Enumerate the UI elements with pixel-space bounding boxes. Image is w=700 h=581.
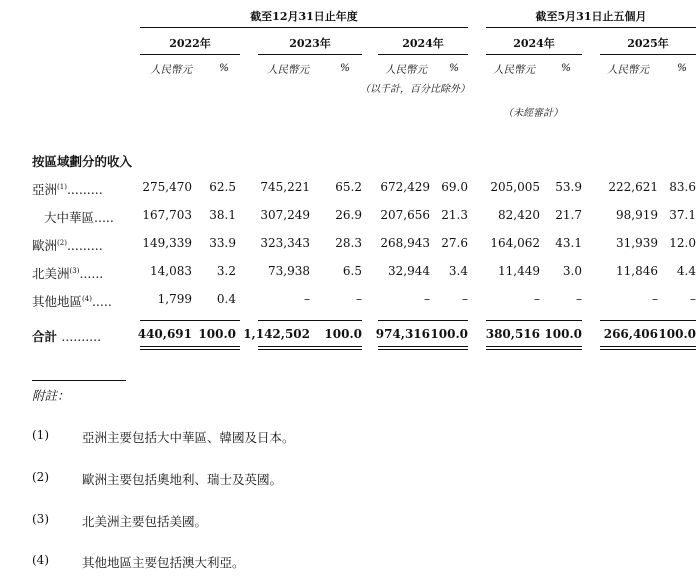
note-text: 亞洲主要包括大中華區、韓國及日本。 (82, 430, 295, 445)
total-double-rule (378, 346, 468, 350)
table-cell: 3.2 (216, 264, 236, 278)
table-cell: – (534, 292, 540, 306)
row-label-text: 北美洲 (32, 266, 70, 281)
unit-pct: % (449, 62, 459, 74)
unit-rmb: 人民幣元 (385, 64, 427, 76)
table-cell: 323,343 (260, 236, 310, 250)
footnote-ref: (3) (69, 266, 80, 275)
group-header-fiscal-year: 截至12月31日止年度 (250, 10, 358, 23)
footnote-ref: (2) (57, 238, 67, 247)
thousands-note: （以千計，百分比除外） (360, 84, 470, 95)
total-double-rule (258, 346, 362, 350)
total-cell: 100.0 (198, 327, 236, 341)
year-underline-2023 (258, 54, 362, 55)
table-cell: 164,062 (490, 236, 540, 250)
table-cell: – (424, 292, 430, 306)
table-cell: 28.3 (335, 236, 362, 250)
table-cell: – (576, 292, 582, 306)
table-cell: 307,249 (260, 208, 310, 222)
group-underline-fy (140, 27, 468, 28)
table-cell: 38.1 (209, 208, 236, 222)
leader-dots: ..... (91, 294, 112, 309)
group-header-five-months: 截至5月31日止五個月 (535, 10, 647, 23)
table-cell: 43.1 (555, 236, 582, 250)
row-label (32, 264, 103, 282)
table-cell: 65.2 (335, 180, 362, 194)
table-cell: 33.9 (209, 236, 236, 250)
footnote-ref: (4) (82, 294, 92, 303)
table-cell: 672,429 (380, 180, 430, 194)
table-cell: 27.6 (441, 236, 468, 250)
table-cell: 268,943 (380, 236, 430, 250)
year-header-2024: 2024年 (402, 37, 444, 50)
total-top-rule (600, 320, 696, 321)
row-label (32, 180, 103, 198)
table-cell: 12.0 (669, 236, 696, 250)
table-cell: 11,846 (616, 264, 658, 278)
table-cell: 11,449 (498, 264, 540, 278)
table-cell: 98,919 (616, 208, 658, 222)
table-cell: 31,939 (616, 236, 658, 250)
table-cell: 73,938 (268, 264, 310, 278)
group-underline-5m (486, 27, 696, 28)
leader-dots: ...... (79, 266, 104, 281)
total-cell: 100.0 (544, 327, 582, 341)
total-cell: 974,316 (375, 327, 430, 341)
note-number: (3) (32, 512, 49, 526)
leader-dots: ......... (66, 238, 103, 253)
row-label-text: 亞洲 (32, 182, 58, 197)
total-label (32, 327, 101, 345)
table-cell: 69.0 (441, 180, 468, 194)
year-underline-2022 (140, 54, 240, 55)
total-cell: 440,691 (137, 327, 192, 341)
footnote-ref: (1) (57, 182, 67, 191)
year-underline-2024-5m (486, 54, 582, 55)
table-cell: 53.9 (555, 180, 582, 194)
row-label-text: 大中華區 (44, 210, 95, 225)
total-label-text: 合計 (32, 329, 62, 344)
total-double-rule (600, 346, 696, 350)
total-cell: 100.0 (430, 327, 468, 341)
table-cell: 3.4 (448, 264, 468, 278)
section-title: 按區域劃分的收入 (32, 154, 133, 169)
table-cell: 149,339 (142, 236, 192, 250)
table-cell: 21.7 (555, 208, 582, 222)
note-text: 其他地區主要包括澳大利亞。 (82, 555, 245, 570)
total-top-rule (378, 320, 468, 321)
year-header-2025-5m: 2025年 (627, 37, 669, 50)
notes-title: 附註： (32, 388, 70, 403)
unaudited-note: （未經審計） (503, 108, 563, 119)
unit-pct: % (340, 62, 350, 74)
leader-dots: ......... (66, 182, 103, 197)
table-cell: 32,944 (388, 264, 430, 278)
total-cell: 266,406 (603, 327, 658, 341)
note-number: (1) (32, 428, 49, 442)
year-underline-2025-5m (600, 54, 696, 55)
table-cell: – (690, 292, 696, 306)
table-cell: – (304, 292, 310, 306)
table-cell: – (356, 292, 362, 306)
total-double-rule (140, 346, 240, 350)
table-cell: 82,420 (498, 208, 540, 222)
table-cell: 4.4 (676, 264, 696, 278)
row-label-text: 歐洲 (32, 238, 58, 253)
note-text: 歐洲主要包括奧地利、瑞士及英國。 (82, 472, 283, 487)
table-cell: 37.1 (669, 208, 696, 222)
unit-rmb: 人民幣元 (150, 64, 192, 76)
table-cell: 745,221 (260, 180, 310, 194)
row-label (44, 208, 114, 226)
year-header-2023: 2023年 (289, 37, 331, 50)
row-label (32, 236, 103, 254)
table-cell: 222,621 (608, 180, 658, 194)
table-cell: 14,083 (150, 264, 192, 278)
total-cell: 100.0 (324, 327, 362, 341)
total-cell: 100.0 (658, 327, 696, 341)
table-cell: 205,005 (490, 180, 540, 194)
table-cell: 3.0 (562, 264, 582, 278)
year-header-2024-5m: 2024年 (513, 37, 555, 50)
table-cell: – (652, 292, 658, 306)
row-label-text: 其他地區 (32, 294, 83, 309)
row-label (32, 292, 112, 310)
unit-rmb: 人民幣元 (607, 64, 649, 76)
unit-pct: % (677, 62, 687, 74)
unit-rmb: 人民幣元 (267, 64, 309, 76)
notes-separator (32, 380, 126, 381)
note-number: (2) (32, 470, 49, 484)
table-cell: 26.9 (335, 208, 362, 222)
table-cell: 62.5 (209, 180, 236, 194)
table-cell: – (462, 292, 468, 306)
total-top-rule (140, 320, 240, 321)
table-cell: 167,703 (142, 208, 192, 222)
note-text: 北美洲主要包括美國。 (82, 514, 208, 529)
unit-rmb: 人民幣元 (493, 64, 535, 76)
unit-pct: % (219, 62, 229, 74)
table-cell: 275,470 (142, 180, 192, 194)
table-cell: 0.4 (216, 292, 236, 306)
total-top-rule (486, 320, 582, 321)
year-underline-2024 (378, 54, 468, 55)
total-double-rule (486, 346, 582, 350)
year-header-2022: 2022年 (169, 37, 211, 50)
total-top-rule (258, 320, 362, 321)
leader-dots: ..... (94, 210, 114, 225)
table-cell: 21.3 (441, 208, 468, 222)
table-cell: 207,656 (380, 208, 430, 222)
table-cell: 83.6 (669, 180, 696, 194)
table-cell: 1,799 (157, 292, 192, 306)
unit-pct: % (561, 62, 571, 74)
leader-dots: .......... (61, 329, 102, 344)
total-cell: 1,142,502 (243, 327, 310, 341)
total-cell: 380,516 (485, 327, 540, 341)
note-number: (4) (32, 553, 49, 567)
table-cell: 6.5 (342, 264, 362, 278)
